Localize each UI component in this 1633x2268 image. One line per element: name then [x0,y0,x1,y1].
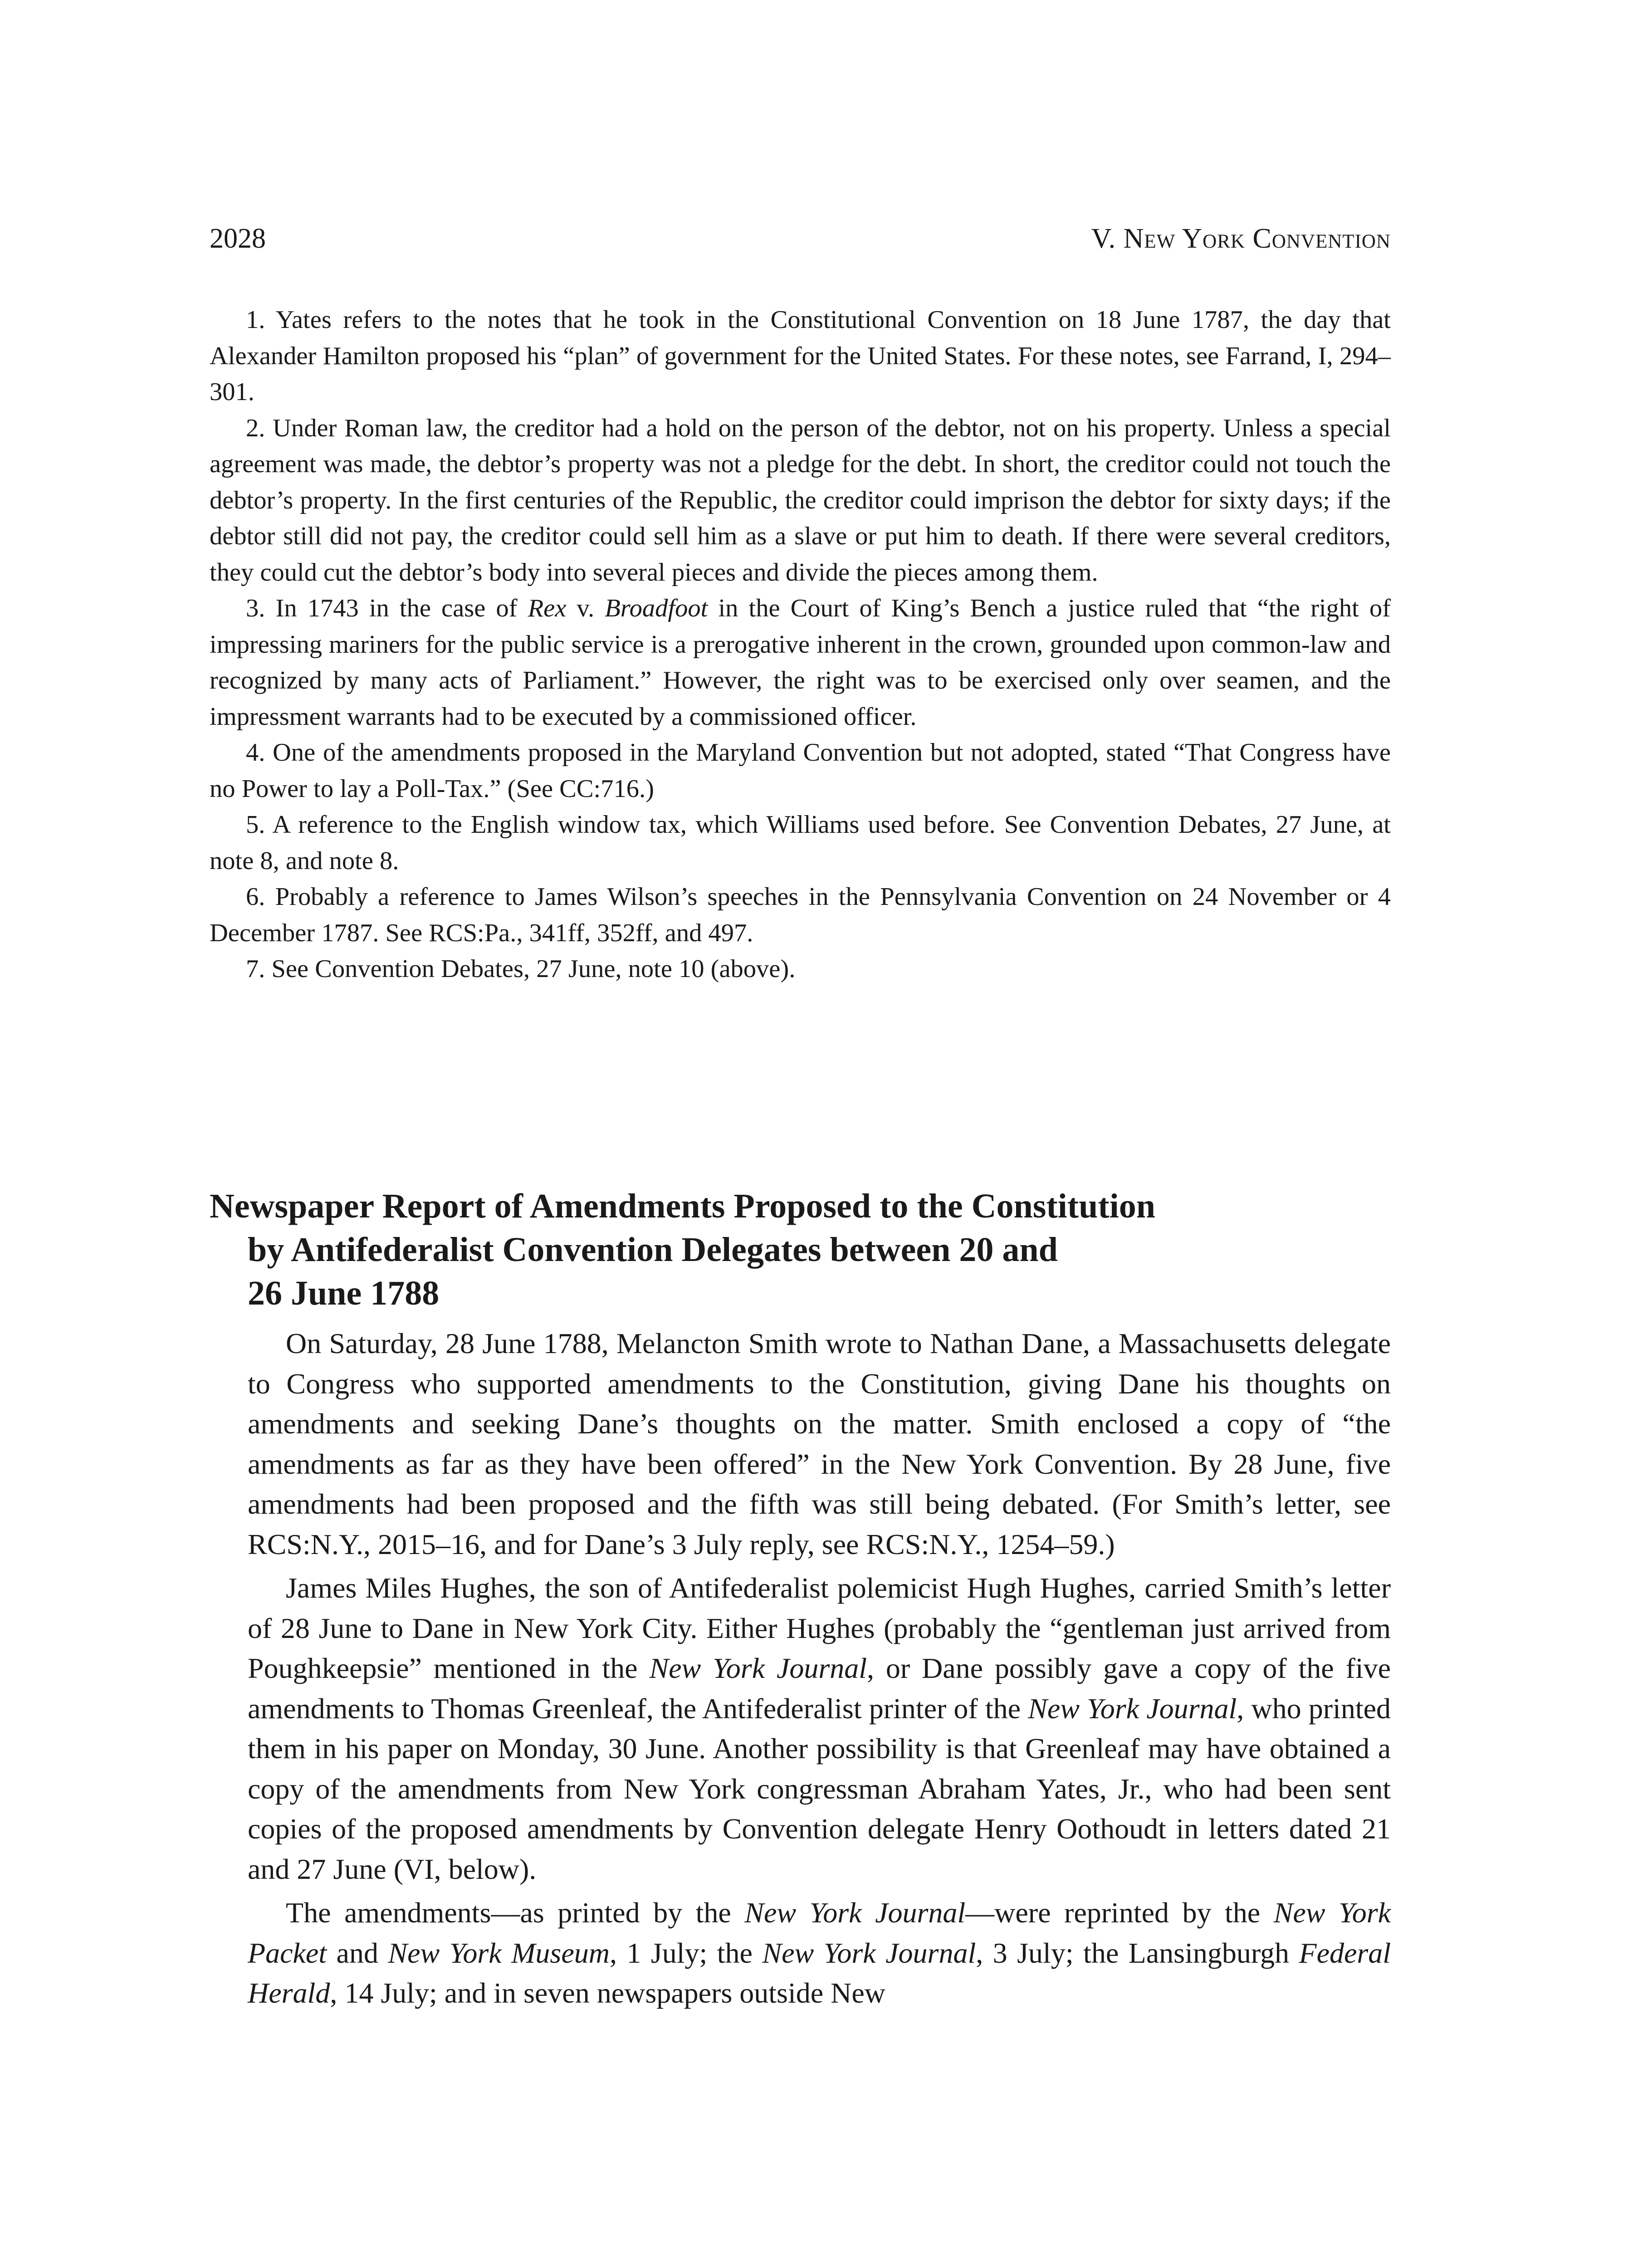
italic-title: New York Journal [649,1652,867,1684]
section-title: V. New York Convention [1091,223,1391,254]
italic-title: New York Journal [1028,1692,1237,1725]
text-run: 3. In 1743 in the case of [246,594,528,622]
text-run: 7. See Convention Debates, 27 June, note 10 (above). [246,955,796,983]
heading-line: Newspaper Report of Amendments Proposed to the Constitution [210,1187,1156,1225]
text-run: , or Dane possibly gave a copy of the five amendments to Thomas Greenleaf, the Antifederalist printer of the [248,1652,1391,1725]
body-paragraph [248,1893,1391,2014]
italic-title: Federal Herald [248,1936,1391,2009]
italic-title: New York Journal [762,1936,976,1969]
text-run: in the Court of King’s Bench a justice ruled that “the right of impressing mariners for the public service is a prerogative inherent in the crown, grounded upon common-law and recognized by many acts of Parliament.” However, the right was to be exercised only over seamen, and the impressment warrants had to be executed by a commissioned officer. [210,594,1391,731]
text-run: The amendments—as printed by the [286,1897,745,1929]
endnote [210,735,1391,807]
endnote [210,951,1391,987]
heading-line: 26 June 1788 [248,1274,440,1312]
endnote [210,879,1391,951]
italic-title: Rex [528,594,567,622]
endnote [210,411,1391,591]
text-run: and [327,1936,388,1969]
document-page [210,0,1391,2268]
endnote [210,807,1391,879]
document-heading [210,1184,1391,1315]
text-run: James Miles Hughes, the son of Antifederalist polemicist Hugh Hughes, carried Smith’s letter of 28 June to Dane in New York City. Either Hughes (probably the “gentleman just arrived from Poughkeepsie” mentioned in the [248,1572,1391,1684]
text-run: 1. Yates refers to the notes that he took in the Constitutional Convention on 18 June 1787, the day that Alexander Hamilton proposed his “plan” of government for the United States. For these notes, see Farrand, I, 294–301. [210,306,1391,406]
text-run: , who printed them in his paper on Monday, 30 June. Another possibility is that Greenleaf may have obtained a copy of the amendments from New York congressman Abraham Yates, Jr., who had been sent copies of the proposed amendments by Convention delegate Henry Oothoudt in letters dated 21 and 27 June (VI, below). [248,1692,1391,1885]
italic-title: New York Journal [744,1897,966,1929]
body-paragraph [248,1568,1391,1889]
endnotes [210,302,1391,987]
heading-line: by Antifederalist Convention Delegates between 20 and [248,1230,1058,1269]
text-run: —were reprinted by the [965,1897,1274,1929]
text-run: , 14 July; and in seven newspapers outside New [330,1977,885,2009]
italic-title: New York Museum [388,1936,610,1969]
text-run: , 3 July; the Lansingburgh [976,1936,1299,1969]
text-run: On Saturday, 28 June 1788, Melancton Smith wrote to Nathan Dane, a Massachusetts delegate to Congress who supported amendments to the Constitution, giving Dane his thoughts on amendments and seeking Dane’s thoughts on the matter. Smith enclosed a copy of “the amendments as far as they have been offered” in the New York Convention. By 28 June, five amendments had been proposed and the fifth was still being debated. (For Smith’s letter, see RCS:N.Y., 2015–16, and for Dane’s 3 July reply, see RCS:N.Y., 1254–59.) [248,1327,1391,1560]
body-paragraph [248,1324,1391,1564]
text-run: v. [566,594,605,622]
text-run: , 1 July; the [609,1936,763,1969]
headnote-body [248,1324,1391,2014]
text-run: 2. Under Roman law, the creditor had a hold on the person of the debtor, not on his property. Unless a special agreement was made, the debtor’s property was not a pledge for the debt. In short, the creditor could not touch the debtor’s property. In the first centuries of the Republic, the creditor could imprison the debtor for sixty days; if the debtor still did not pay, the creditor could sell him as a slave or put him to death. If there were several creditors, they could cut the debtor’s body into several pieces and divide the pieces among them. [210,414,1391,587]
endnote [210,302,1391,411]
italic-title: Broadfoot [605,594,708,622]
endnote [210,591,1391,735]
italic-title: New York Packet [248,1897,1391,1969]
text-run: 6. Probably a reference to James Wilson’s speeches in the Pennsylvania Convention on 24 November or 4 December 1787. See RCS:Pa., 341ff, 352ff, and 497. [210,883,1391,947]
text-run: 4. One of the amendments proposed in the Maryland Convention but not adopted, stated “That Congress have no Power to lay a Poll-Tax.” (See CC:716.) [210,738,1391,803]
text-run: 5. A reference to the English window tax, which Williams used before. See Convention Debates, 27 June, at note 8, and note 8. [210,811,1391,875]
page-number: 2028 [210,223,266,254]
